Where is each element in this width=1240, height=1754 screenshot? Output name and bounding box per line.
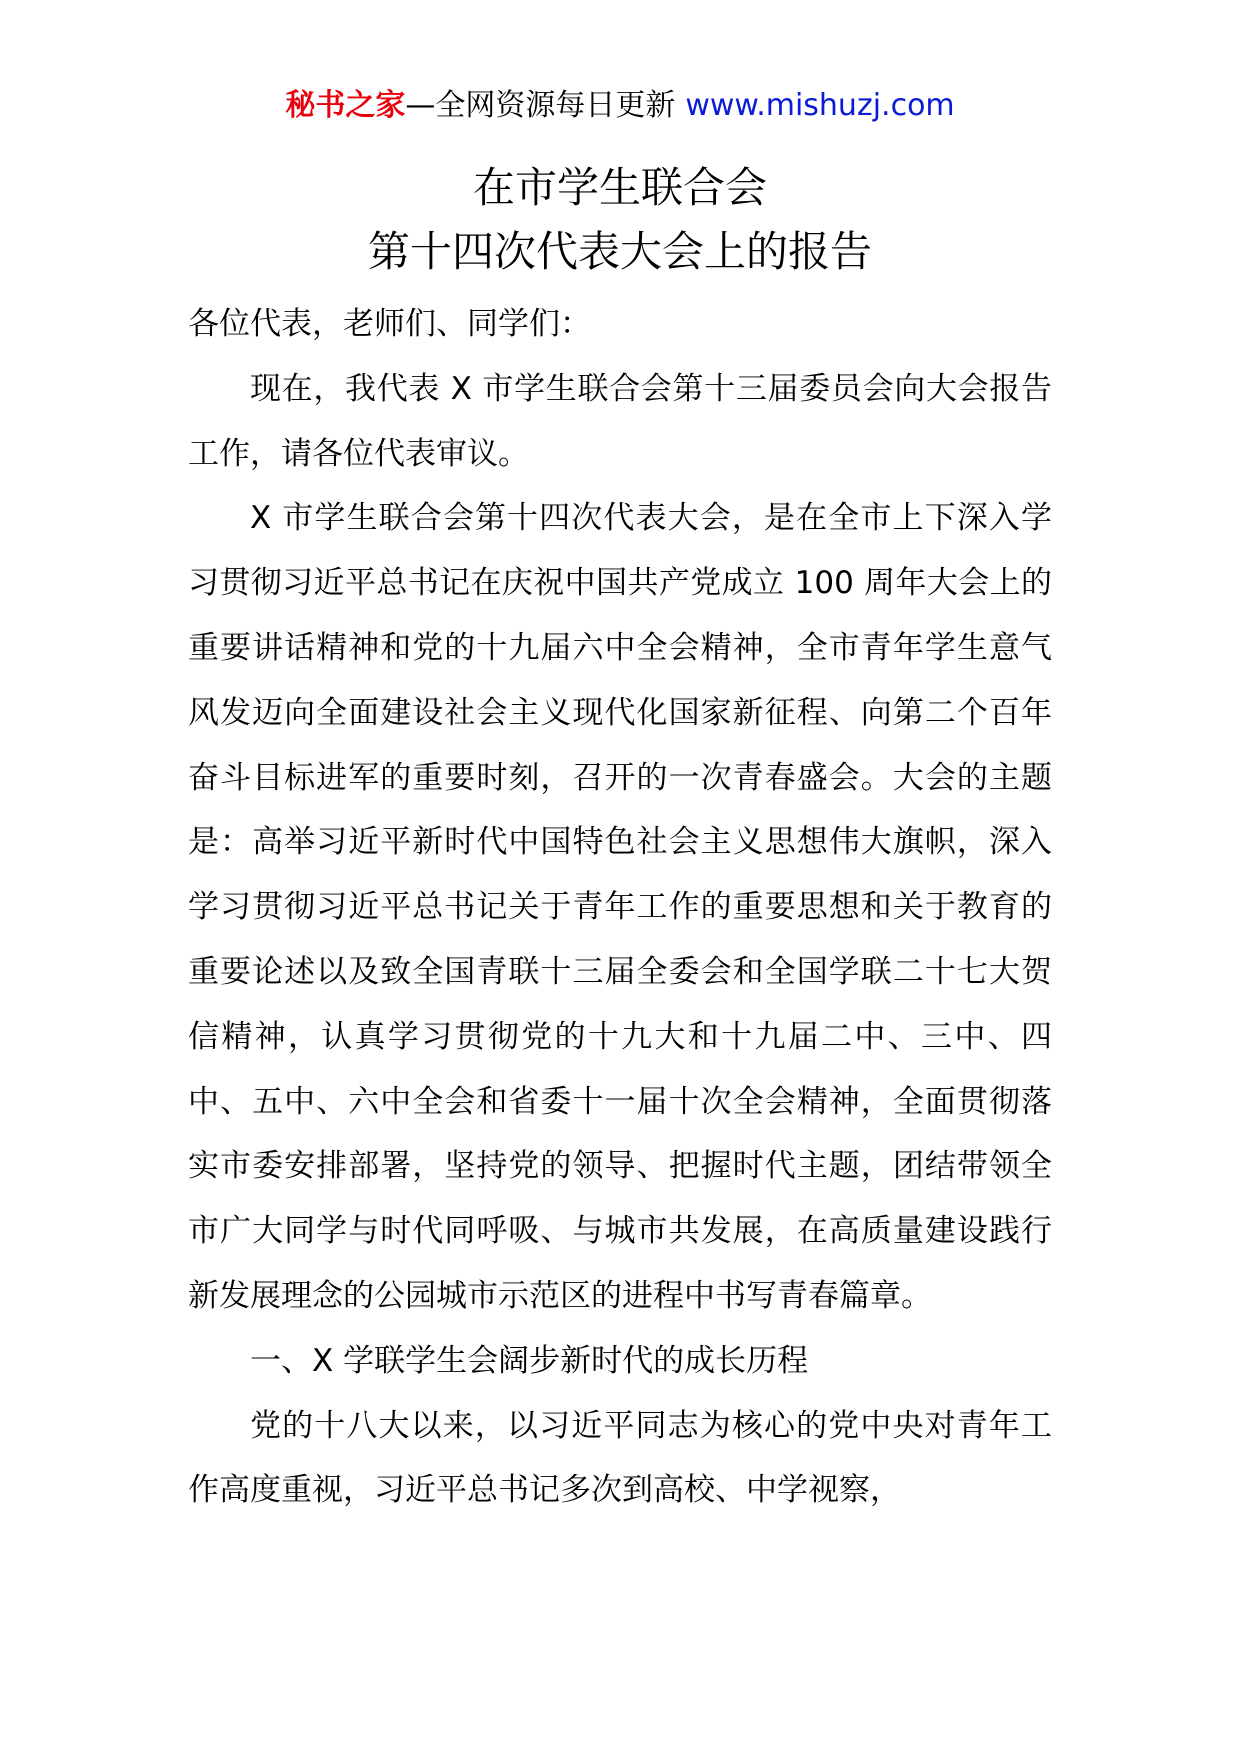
salutation: 各位代表，老师们、同学们：	[188, 306, 591, 342]
section-heading-1: 一、X 学联学生会阔步新时代的成长历程	[250, 1342, 809, 1379]
document-body	[188, 292, 1052, 1523]
paragraph-3: 党的十八大以来，以习近平同志为核心的党中央对青年工作高度重视，习近平总书记多次到高校、中学视察，	[188, 1407, 1052, 1509]
site-header	[0, 86, 1240, 126]
document-title-line-2: 第十四次代表大会上的报告	[367, 227, 872, 276]
brand-name: 秘书之家	[285, 88, 406, 123]
header-tagline: —全网资源每日更新	[405, 88, 676, 123]
paragraph-2: X 市学生联合会第十四次代表大会，是在全市上下深入学习贯彻习近平总书记在庆祝中国共产党成立 100 周年大会上的重要讲话精神和党的十九届六中全会精神，全市青年学生意气风发迈向全面建设社会主义现代化国家新征程、向第二个百年奋斗目标进军的重要时刻，召开的一次青春盛会。大会的主题是：高举习近平新时代中国特色社会主义思想伟大旗帜，深入学习贯彻习近平总书记关于青年工作的重要思想和关于教育的重要论述以及致全国青联十三届全委会和全国学联二十七大贺信精神，认真学习贯彻党的十九大和十九届二中、三中、四中、五中、六中全会和省委十一届十次全会精神，全面贯彻落实市委安排部署，坚持党的领导、把握时代主题，团结带领全市广大同学与时代同呼吸、与城市共发展，在高质量建设践行新发展理念的公园城市示范区的进程中书写青春篇章。	[188, 500, 1052, 1314]
paragraph-1: 现在，我代表 X 市学生联合会第十三届委员会向大会报告工作，请各位代表审议。	[188, 370, 1052, 472]
document-title-line-1: 在市学生联合会	[472, 163, 767, 212]
site-url-link[interactable]: www.mishuzj.com	[685, 88, 955, 123]
